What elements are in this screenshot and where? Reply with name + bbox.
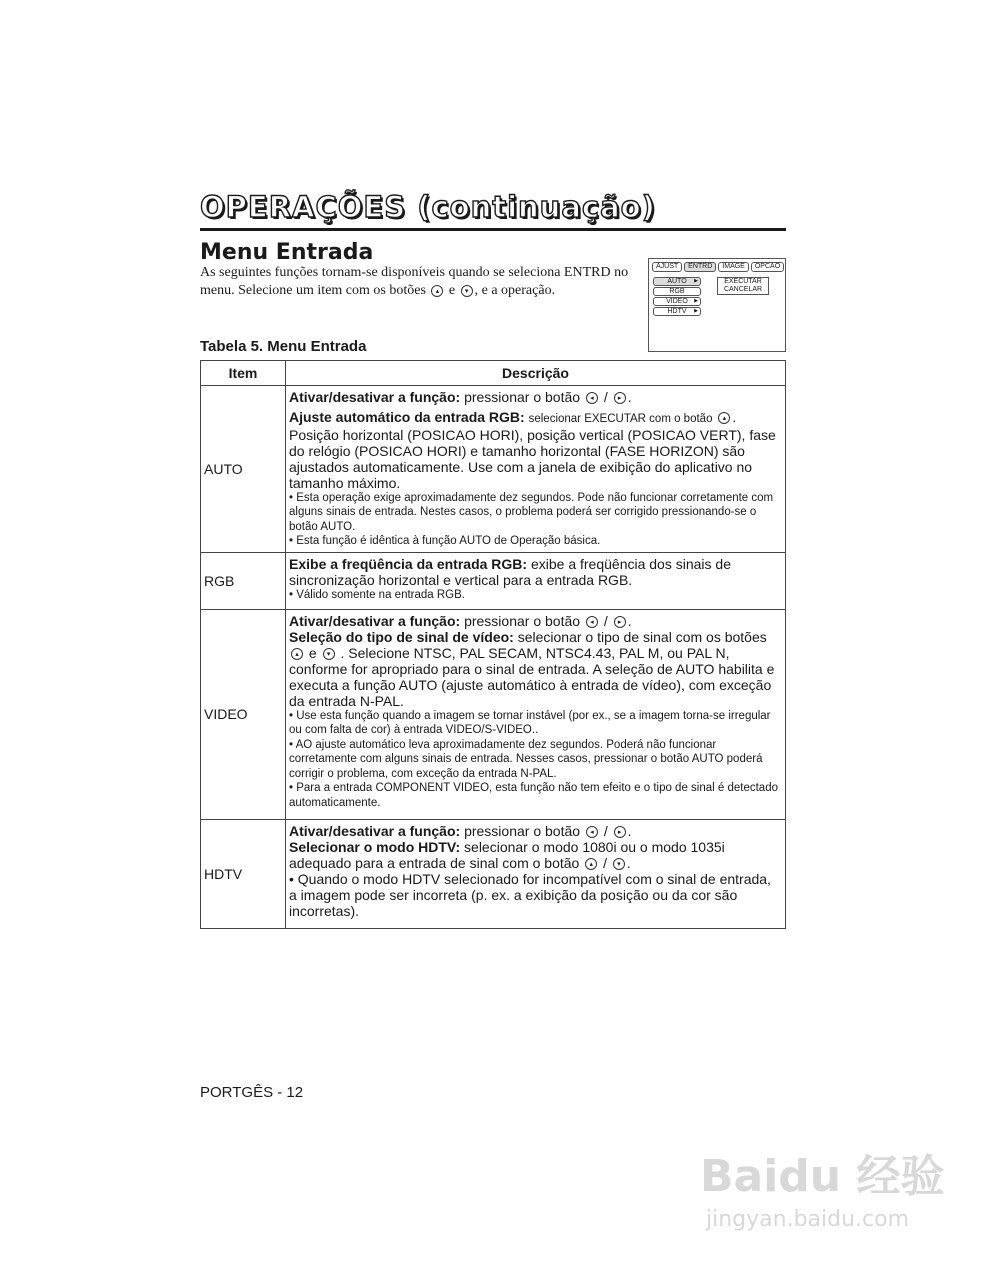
description-cell: Ativar/desativar a função: pressionar o botão ◂ / ▸ . Selecionar o modo HDTV: selecionar o modo 1080i ou o modo 1035i adequado para a entrada de sinal com o botão ▴ / ▾ . • Quando o modo HDTV selecionado for incompatível com o sinal de entrada, a imagem pode ser incorreta (p. ex. a exibição da posição ou da cor são incorretas). [286, 819, 786, 928]
arrow-right-icon: ▶ [694, 308, 698, 314]
menu-tab: IMAGE [718, 262, 749, 272]
note: • Esta função é idêntica à função AUTO de Operação básica. [289, 535, 601, 547]
header-item: Item [201, 361, 286, 386]
desc-text: . Selecione NTSC, PAL SECAM, NTSC4.43, PAL M, ou PAL N, conforme for apropriado para o sinal de entrada. A seleção de AUTO habilita e executa a função AUTO (ajuste automático à entrada de vídeo), com exceção da entrada N-PAL. [289, 644, 775, 709]
menu-item [653, 307, 701, 316]
desc-text: selecionar EXECUTAR com o botão [528, 413, 713, 425]
submenu-item: EXECUTAR [724, 278, 762, 285]
desc-text: / [603, 854, 608, 871]
left-button-icon: ◂ [586, 392, 598, 404]
menu-item [653, 277, 701, 286]
intro-part: e [448, 283, 456, 298]
arrow-right-icon: ▶ [694, 278, 698, 284]
desc-text: pressionar o botão [464, 389, 581, 405]
up-button-icon: ▴ [431, 285, 443, 297]
menu-item [653, 297, 701, 306]
menu-tab: AJUST [652, 262, 682, 272]
title-rule [200, 228, 786, 231]
table-row [201, 609, 786, 819]
table-header-row [201, 361, 786, 386]
down-button-icon: ▾ [613, 858, 625, 870]
table-caption: Tabela 5. Menu Entrada [200, 338, 367, 355]
menu-item-label: HDTV [667, 308, 687, 315]
description-cell: Ativar/desativar a função: pressionar o botão ◂ / ▸ . Seleção do tipo de sinal de vídeo: selecionar o tipo de sinal com os botões ▴ e ▾ . Selecione NTSC, PAL SECAM, NTSC4.43, PAL M, ou PAL N, conforme for apropriado para o sinal de entrada. A seleção de AUTO habilita e executa a função AUTO (ajuste automático à entrada de vídeo), com exceção da entrada N-PAL. • Use esta função quando a imagem se tornar instável (por ex., se a imagem torna-se irregular ou com falta de cor) à entrada VIDEO/S-VIDEO.. • AO ajuste automático leva aproximadamente dez segundos. Poderá não funcionar corretamente com alguns sinais de entrada. Nesses casos, pressionar o botão AUTO poderá corrigir o problema, com exceção da entrada N-PAL. • Para a entrada COMPONENT VIDEO, esta função não tem efeito e o tipo de sinal é detectado automaticamente. [286, 609, 786, 819]
menu-item [653, 287, 701, 296]
desc-text: selecionar o modo 1080i ou o modo 1035i adequado para a entrada de sinal com o botão [289, 838, 725, 871]
item-cell: AUTO [201, 386, 286, 553]
bold-label: Ativar/desativar a função: [289, 389, 461, 405]
desc-text: pressionar o botão [464, 822, 581, 839]
desc-text: • Quando o modo HDTV selecionado for incompatível com o sinal de entrada, a imagem pode ser incorreta (p. ex. a exibição da posição ou da cor são incorretas). [289, 870, 771, 919]
menu-item-label: AUTO [667, 278, 687, 285]
desc-text: selecionar o tipo de sinal com os botões [517, 628, 767, 645]
down-button-icon: ▾ [461, 285, 473, 297]
section-title: Menu Entrada [200, 240, 374, 265]
note: • Use esta função quando a imagem se tornar instável (por ex., se a imagem torna-se irregular ou com falta de cor) à entrada VIDEO/S-VIDEO.. [289, 709, 771, 736]
desc-text: pressionar o botão [464, 612, 581, 629]
watermark-url: jingyan.baidu.com [706, 1207, 910, 1232]
bold-label: Exibe a freqüência da entrada RGB: [289, 555, 528, 572]
desc-text: Posição horizontal (POSICAO HORI), posição vertical (POSICAO VERT), fase do relógio (POSICAO HORI) e tamanho horizontal (FASE HORIZON) são ajustados automaticamente. Use com a janela de exibição do aplicativo no tamanho máximo. [289, 426, 776, 491]
menu-tab: ENTRD [684, 262, 716, 272]
page-number: PORTGÊS - 12 [200, 1084, 304, 1101]
up-button-icon: ▴ [291, 648, 303, 660]
header-description: Descrição [286, 361, 786, 386]
menu-item-label: RGB [669, 288, 685, 295]
bold-label: Seleção do tipo de sinal de vídeo: [289, 628, 514, 645]
watermark-logo: Baidu 经验 [700, 1151, 945, 1202]
menu-table [200, 360, 786, 929]
table-row [201, 819, 786, 928]
arrow-right-icon: ▶ [694, 298, 698, 304]
desc-text: / [603, 389, 608, 405]
intro-part: , e a operação. [474, 283, 556, 298]
description-cell: Ativar/desativar a função: pressionar o botão ◂ / ▸ . Ajuste automático da entrada RGB: selecionar EXECUTAR com o botão ▴ . Posição horizontal (POSICAO HORI), posição vertical (POSICAO VERT), fase do relógio (POSICAO HORI) e tamanho horizontal (FASE HORIZON) são ajustados automaticamente. Use com a janela de exibição do aplicativo no tamanho máximo. • Esta operação exige aproximadamente dez segundos. Pode não funcionar corretamente com alguns sinais de entrada. Nestes casos, o problema poderá ser corrigido pressionando-se o botão AUTO. • Esta função é idêntica à função AUTO de Operação básica. [286, 386, 786, 553]
right-button-icon: ▸ [614, 616, 626, 628]
menu-preview [648, 258, 786, 352]
description-cell [286, 552, 786, 609]
up-button-icon: ▴ [585, 858, 597, 870]
menu-tab: OPCAO [751, 262, 784, 272]
up-button-icon: ▴ [718, 412, 730, 424]
right-button-icon: ▸ [614, 826, 626, 838]
desc-text: / [603, 612, 608, 629]
desc-text: exibe a freqüência dos sinais de sincronização horizontal e vertical para a entrada RGB. [289, 555, 731, 588]
bold-label: Ativar/desativar a função: [289, 612, 461, 629]
item-cell: VIDEO [201, 609, 286, 819]
submenu [717, 277, 769, 295]
item-cell: RGB [201, 552, 286, 609]
item-cell: HDTV [201, 819, 286, 928]
note: • Válido somente na entrada RGB. [289, 588, 465, 601]
left-button-icon: ◂ [586, 616, 598, 628]
table-row [201, 552, 786, 609]
intro-text [200, 264, 640, 300]
submenu-item: CANCELAR [723, 286, 763, 293]
table-row [201, 386, 786, 553]
bold-label: Selecionar o modo HDTV: [289, 838, 461, 855]
menu-item-label: VIDEO [666, 298, 688, 305]
note: • AO ajuste automático leva aproximadamente dez segundos. Poderá não funcionar corretamente com alguns sinais de entrada. Nesses casos, pressionar o botão AUTO poderá corrigir o problema, com exceção da entrada N-PAL. [289, 738, 763, 780]
note: • Esta operação exige aproximadamente dez segundos. Pode não funcionar corretamente com alguns sinais de entrada. Nestes casos, o problema poderá ser corrigido pressionando-se o botão AUTO. [289, 491, 774, 533]
bold-label: Ativar/desativar a função: [289, 822, 461, 839]
note: • Para a entrada COMPONENT VIDEO, esta função não tem efeito e o tipo de sinal é detectado automaticamente. [289, 782, 778, 809]
left-button-icon: ◂ [586, 826, 598, 838]
bold-label: Ajuste automático da entrada RGB: [289, 409, 525, 425]
desc-text: / [603, 822, 608, 839]
page-title: OPERAÇÕES (continuação) [200, 190, 656, 224]
desc-text: e [308, 644, 317, 661]
down-button-icon: ▾ [323, 648, 335, 660]
intro-part: As seguintes funções tornam-se disponíveis quando se seleciona ENTRD no menu. Selecione um item com os botões [200, 265, 629, 298]
right-button-icon: ▸ [614, 392, 626, 404]
